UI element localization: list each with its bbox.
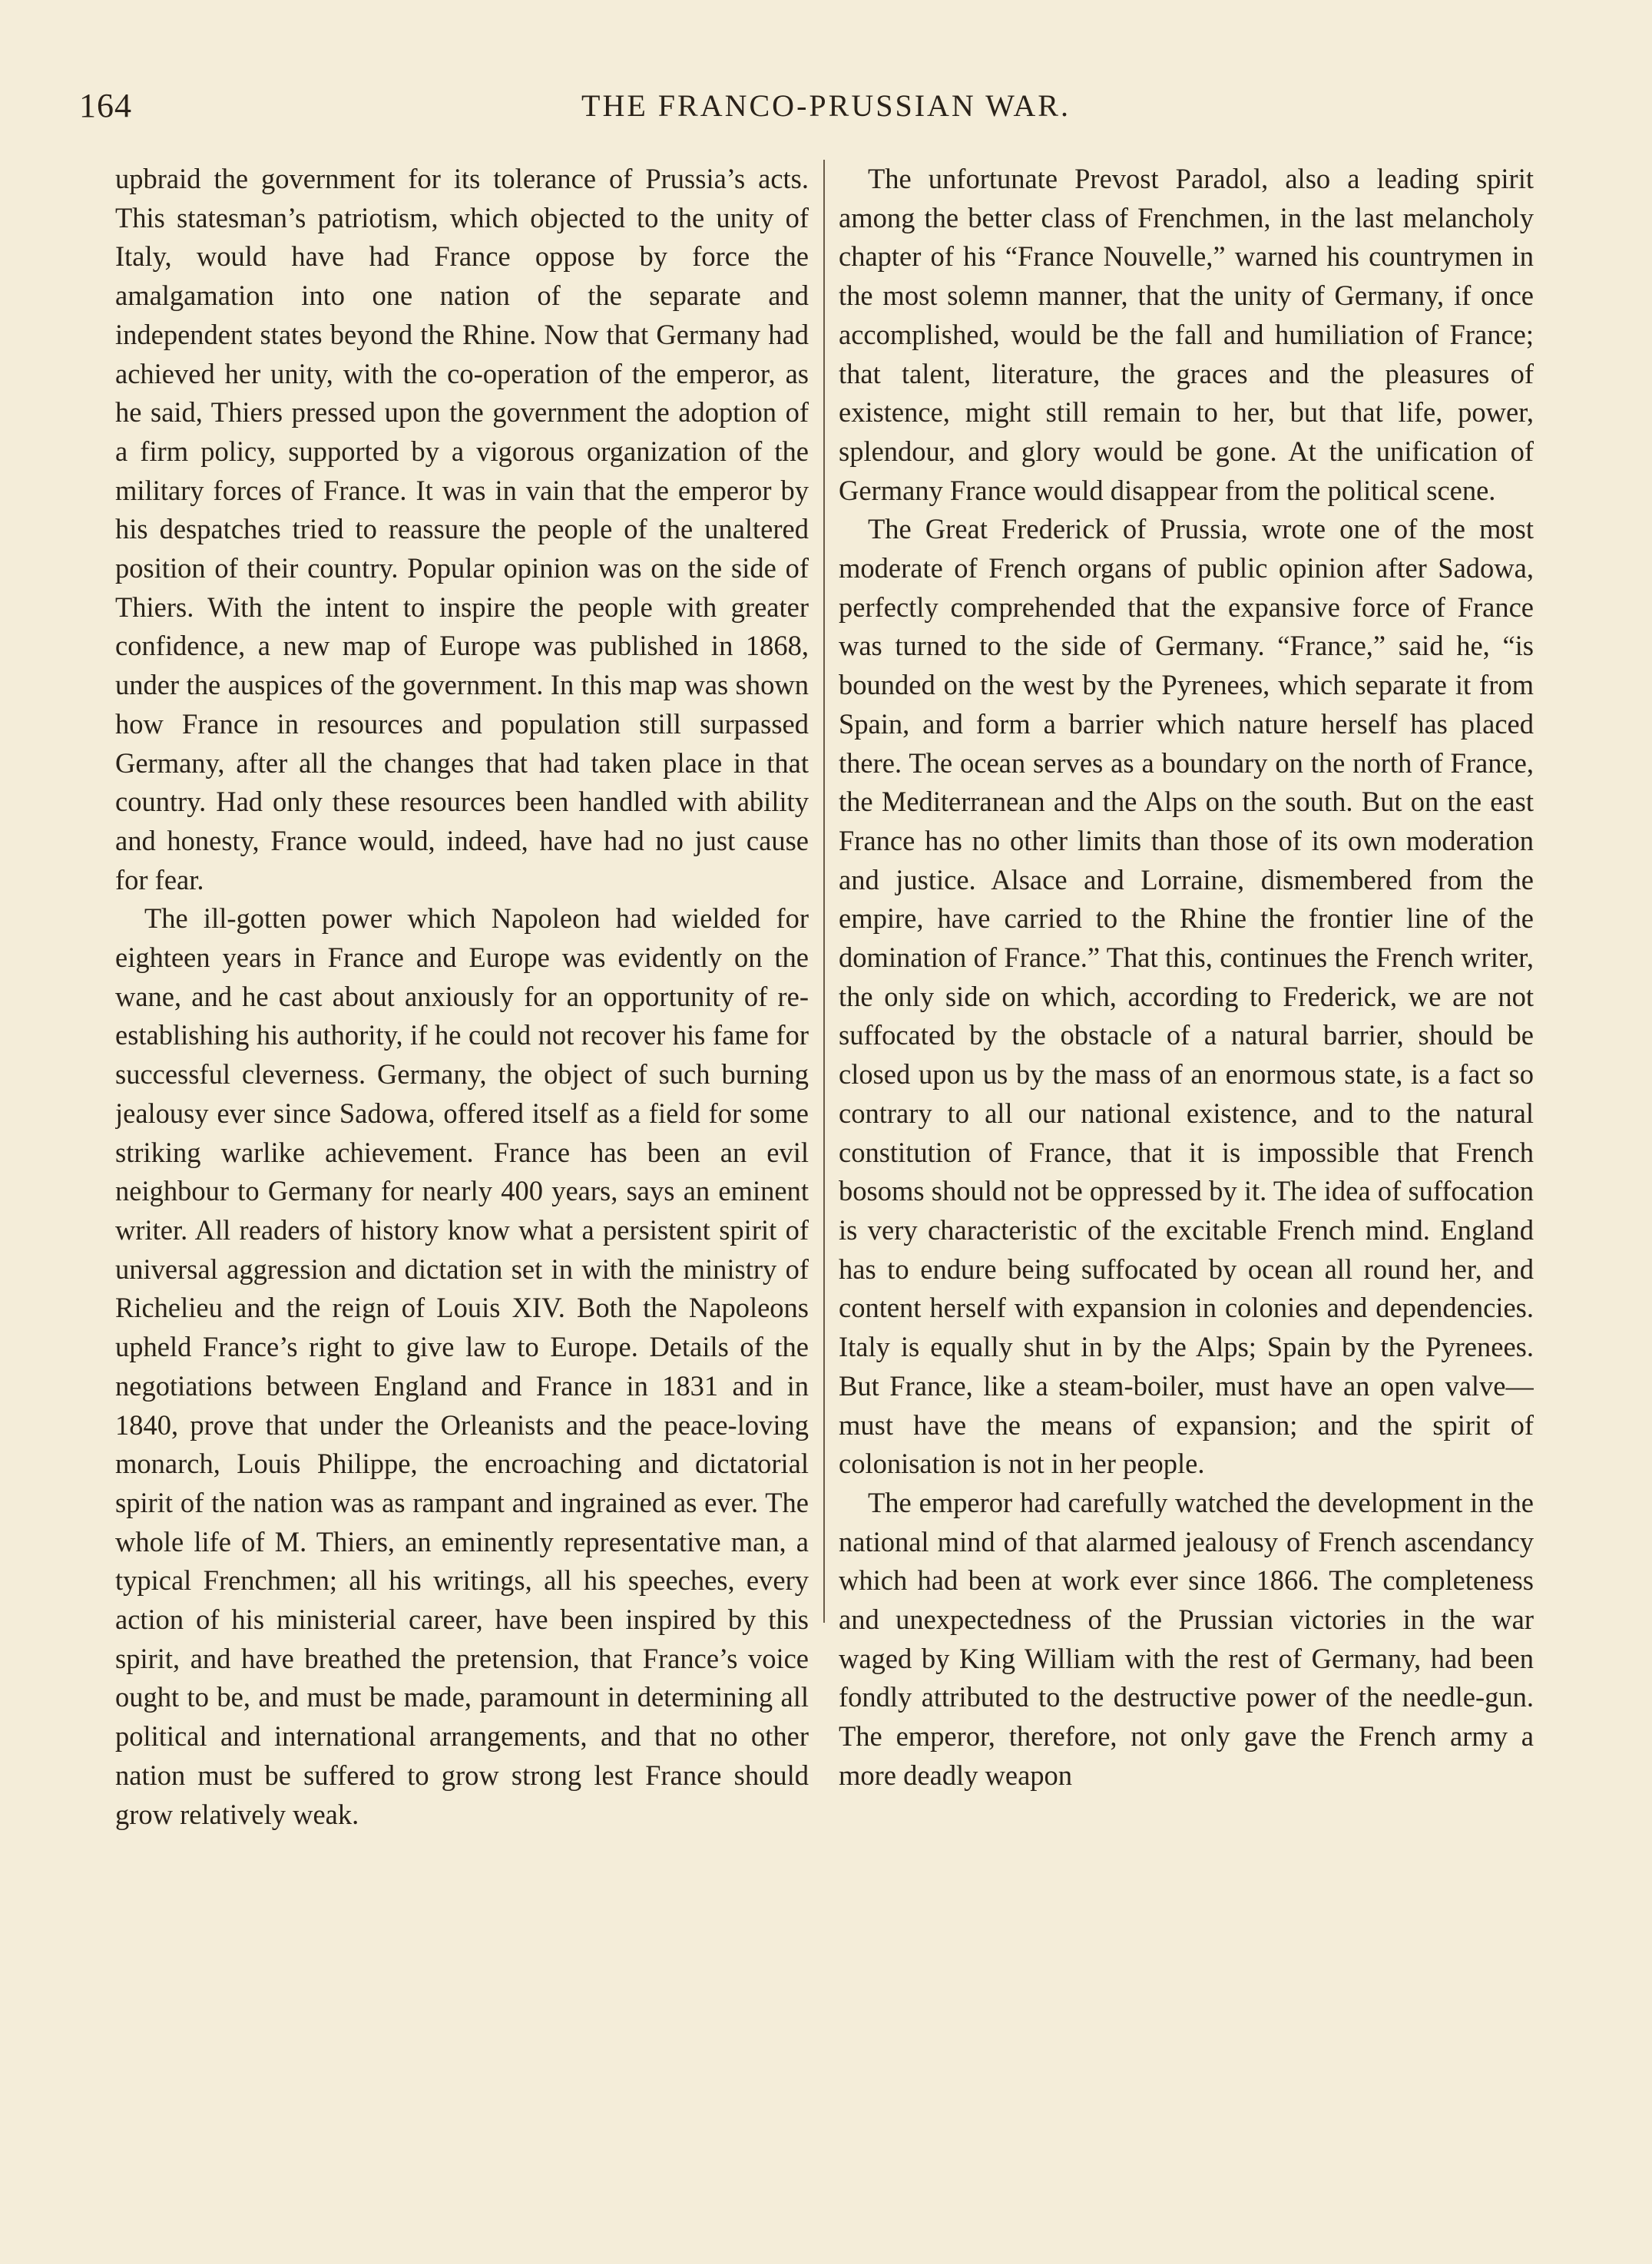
running-title: THE FRANCO-PRUSSIAN WAR. bbox=[581, 88, 1071, 123]
column-divider bbox=[823, 160, 825, 1623]
right-paragraph-2: The Great Frederick of Prussia, wrote one of the most moderate of French organs of public opinion after Sadowa, perfectly comprehended that the expansive force of France was turned to the side of Germany. “France,” said he, “is bounded on the west by the Pyrenees, which separate it from Spain, and form a barrier which nature herself has placed there. The ocean serves as a boundary on the north of France, the Mediterranean and the Alps on the south. But on the east France has no other limits than those of its own moderation and justice. Alsace and Lorraine, dismembered from the empire, have carried to the Rhine the frontier line of the domination of France.” That this, continues the French writer, the only side on which, according to Frederick, we are not suffocated by the obstacle of a natural barrier, should be closed upon us by the mass of an enormous state, is a fact so contrary to all our national existence, and to the natural constitution of France, that it is impossible that French bosoms should not be oppressed by it. The idea of suffocation is very characteristic of the excitable French mind. England has to endure being suffocated by ocean all round her, and content herself with expansion in colonies and dependencies. Italy is equally shut in by the Alps; Spain by the Pyrenees. But France, like a steam-boiler, must have an open valve—must have the means of expansion; and the spirit of colonisation is not in her people. bbox=[839, 513, 1534, 1480]
right-column bbox=[839, 160, 1534, 2095]
left-column bbox=[115, 160, 809, 2095]
page-number: 164 bbox=[79, 87, 132, 124]
right-paragraph-3: The emperor had carefully watched the development in the national mind of that alarmed jealousy of French ascendancy which had been at work ever since 1866. The completeness and unexpectedness of the Prussian victories in the war waged by King William with the rest of Germany, had been fondly attributed to the destructive power of the needle-gun. The emperor, therefore, not only gave the French army a more deadly weapon bbox=[839, 1486, 1534, 1791]
left-paragraph-2: The ill-gotten power which Napoleon had wielded for eighteen years in France and Europe was evidently on the wane, and he cast about anxiously for an opportunity of re-establishing his authority, if he could not recover his fame for successful cleverness. Germany, the object of such burning jealousy ever since Sadowa, offered itself as a field for some striking warlike achievement. France has been an evil neighbour to Germany for nearly 400 years, says an eminent writer. All readers of history know what a persistent spirit of universal aggression and dictation set in with the ministry of Richelieu and the reign of Louis XIV. Both the Napoleons upheld France’s right to give law to Europe. Details of the negotiations between England and France in 1831 and in 1840, prove that under the Orleanists and the peace-loving monarch, Louis Philippe, the encroaching and dictatorial spirit of the nation was as rampant and ingrained as ever. The whole life of M. Thiers, an eminently representative man, a typical Frenchmen; all his writings, all his speeches, every action of his ministerial career, have been inspired by this spirit, and have breathed the pretension, that France’s voice ought to be, and must be made, paramount in determining all political and international arrangements, and that no other nation must be suffered to grow strong lest France should grow relatively weak. bbox=[115, 902, 809, 1830]
left-paragraph-1: upbraid the government for its tolerance of Prussia’s acts. This statesman’s patriotism, which objected to the unity of Italy, would have had France oppose by force the amalgamation into one nation of the separate and independent states beyond the Rhine. Now that Germany had achieved her unity, with the co-operation of the emperor, as he said, Thiers pressed upon the government the adoption of a firm policy, supported by a vigorous organization of the military forces of France. It was in vain that the emperor by his despatches tried to reassure the people of the unaltered position of their country. Popular opinion was on the side of Thiers. With the intent to inspire the people with greater confidence, a new map of Europe was published in 1868, under the auspices of the government. In this map was shown how France in resources and population still surpassed Germany, after all the changes that had taken place in that country. Had only these resources been handled with ability and honesty, France would, indeed, have had no just cause for fear. bbox=[115, 163, 809, 895]
page-header bbox=[0, 86, 1652, 132]
right-paragraph-1: The unfortunate Prevost Paradol, also a leading spirit among the better class of Frenchmen, in the last melancholy chapter of his “France Nouvelle,” warned his countrymen in the most solemn manner, that the unity of Germany, if once accomplished, would be the fall and humiliation of France; that talent, literature, the graces and the pleasures of existence, might still remain to her, but that life, power, splendour, and glory would be gone. At the unification of Germany France would disappear from the political scene. bbox=[839, 163, 1534, 506]
